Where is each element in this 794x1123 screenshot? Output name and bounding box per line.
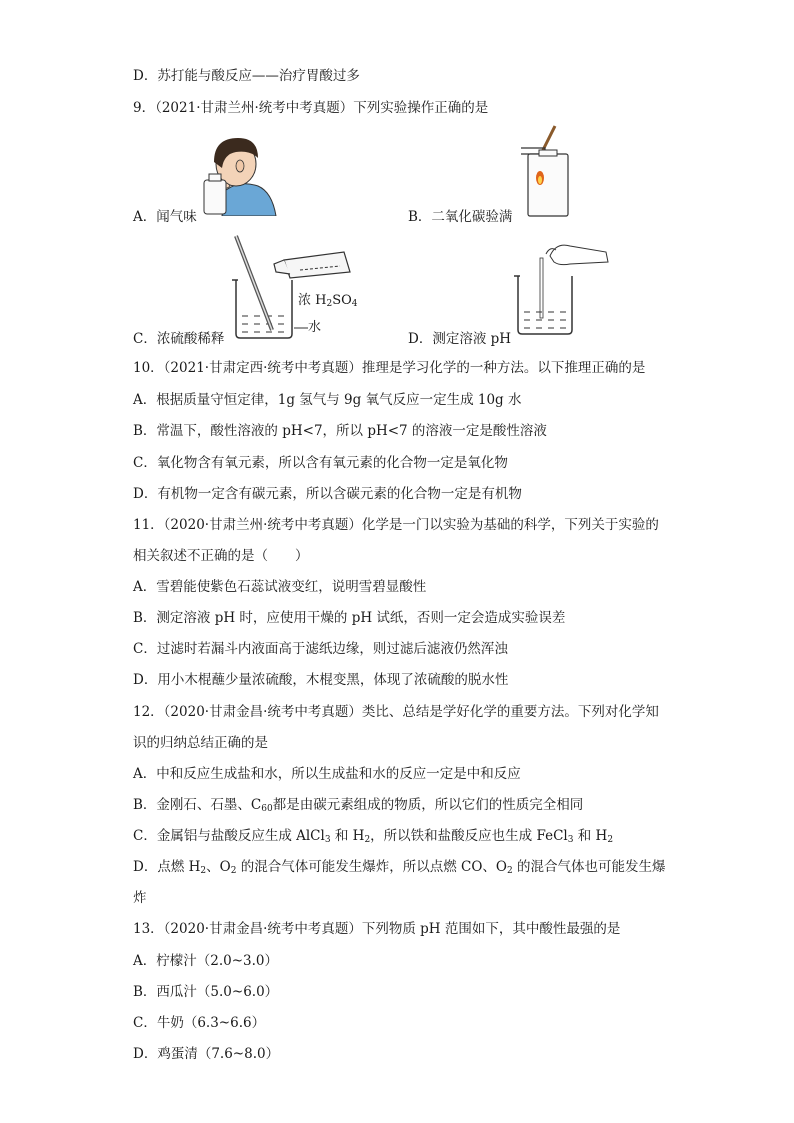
q10-stem: 10．（2021·甘肃定西·统考中考真题）推理是学习化学的一种方法。以下推理正确的是	[133, 360, 646, 376]
q9-option-b: B．二氧化碳验满	[408, 209, 513, 225]
q11-stem-line2: 相关叙述不正确的是（ ）	[133, 548, 309, 564]
q9-option-c: C．浓硫酸稀释	[133, 331, 225, 347]
q12-option-b: B．金刚石、石墨、$C_{60}$都是由碳元素组成的物质，所以它们的性质完全相同	[133, 797, 584, 814]
q11-option-a: A．雪碧能使紫色石蕊试液变红，说明雪碧显酸性	[133, 579, 427, 595]
q12-stem-line2: 识的归纳总结正确的是	[133, 735, 268, 751]
acid-dilution-figure	[228, 232, 358, 342]
q12-option-d: D．点燃 $H_2$、$O_2$ 的混合气体可能发生爆炸，所以点燃 CO、$O_2$ 的混合气体也可能发生爆	[133, 859, 666, 876]
q10-option-d: D．有机物一定含有碳元素，所以含碳元素的化合物一定是有机物	[133, 486, 522, 502]
q13-option-c: C．牛奶（6.3~6.6）	[133, 1015, 266, 1031]
q10-option-a: A．根据质量守恒定律，1g 氢气与 9g 氧气反应一定生成 10g 水	[133, 392, 522, 408]
co2-test-figure	[515, 124, 575, 218]
q13-option-b: B．西瓜汁（5.0~6.0）	[133, 984, 279, 1000]
q9-option-a: A．闻气味	[133, 209, 197, 225]
q9-option-d: D．测定溶液 pH	[408, 331, 512, 347]
q10-option-c: C．氧化物含有氧元素，所以含有氧元素的化合物一定是氧化物	[133, 455, 508, 471]
q13-stem: 13．（2020·甘肃金昌·统考中考真题）下列物质 pH 范围如下，其中酸性最强的是	[133, 921, 621, 937]
q11-option-d: D．用小木棍蘸少量浓硫酸，木棍变黑，体现了浓硫酸的脱水性	[133, 672, 509, 688]
smelling-figure	[200, 128, 278, 216]
q12-option-c: C．金属铝与盐酸反应生成 AlCl$_3$ 和 $H_2$，所以铁和盐酸反应也生成 FeCl$_3$ 和 $H_2$	[133, 828, 614, 845]
q12-option-d-continued: 炸	[133, 890, 147, 906]
q13-option-d: D．鸡蛋清（7.6~8.0）	[133, 1046, 280, 1062]
q12-option-a: A．中和反应生成盐和水，所以生成盐和水的反应一定是中和反应	[133, 766, 521, 782]
q11-option-b: B．测定溶液 pH 时，应使用干燥的 pH 试纸，否则一定会造成实验误差	[133, 610, 566, 626]
q10-option-b: B．常温下，酸性溶液的 pH<7，所以 pH<7 的溶液一定是酸性溶液	[133, 423, 547, 439]
acid-label: 浓 $H_2SO_4$	[298, 293, 358, 309]
q8-option-d: D．苏打能与酸反应——治疗胃酸过多	[133, 68, 360, 84]
q9-stem: 9．（2021·甘肃兰州·统考中考真题）下列实验操作正确的是	[133, 100, 489, 116]
ph-test-figure	[510, 236, 620, 336]
water-label: 水	[308, 320, 322, 335]
q13-option-a: A．柠檬汁（2.0~3.0）	[133, 953, 278, 969]
q12-stem-line1: 12．（2020·甘肃金昌·统考中考真题）类比、总结是学好化学的重要方法。下列对化学知	[133, 704, 659, 720]
q11-option-c: C．过滤时若漏斗内液面高于滤纸边缘，则过滤后滤液仍然浑浊	[133, 641, 508, 657]
q11-stem-line1: 11．（2020·甘肃兰州·统考中考真题）化学是一门以实验为基础的科学，下列关于实验的	[133, 517, 659, 533]
